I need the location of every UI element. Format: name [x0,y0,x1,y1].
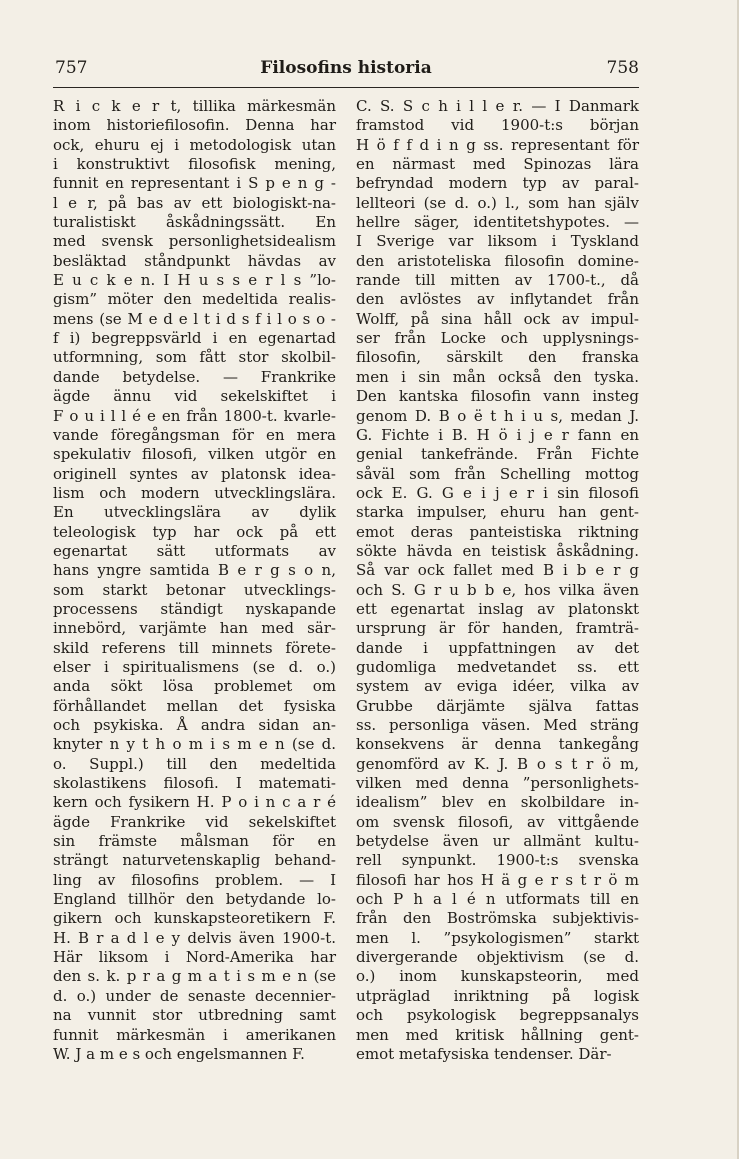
text-line: l e r, på bas av ett biologiskt-na- [53,193,336,212]
text-line: ling av filosofins problem. — I [53,870,336,889]
text-line: men l. ”psykologismen” starkt [356,928,639,947]
header-rule [53,87,639,88]
text-line: om svensk filosofi, av vittgående [356,812,639,831]
text-line: En utvecklingslära av dylik [53,503,336,522]
text-line: idealism” blev en skolbildare in- [356,793,639,812]
text-line: filosofin, särskilt den franska [356,348,639,367]
text-line: ss. personliga väsen. Med sträng [356,716,639,734]
text-line: I Sverige var liksom i Tyskland [356,232,639,251]
text-line: dande betydelse. — Frankrike [53,367,336,386]
text-line: vande föregångsman för en mera [53,425,336,444]
text-line: kern och fysikern H. P o i n c a r é [53,793,336,812]
page-number-right: 758 [606,58,639,78]
right-column [356,97,639,1064]
text-line: ett egenartat inslag av platonskt [356,599,639,618]
text-line: anda sökt lösa problemet om [53,677,336,696]
text-line: egenartat sätt utformats av [53,541,336,560]
text-line: gism” möter den medeltida realis- [53,290,336,309]
text-line: ock, ehuru ej i metodologisk utan [53,135,336,154]
text-line: genom D. B o ë t h i u s, medan J. [356,406,639,425]
text-line: o.) inom kunskapsteorin, med [356,967,639,986]
text-line: C. S. S c h i l l e r. — I Danmark [356,97,639,115]
text-line: E u c k e n. I H u s s e r l s ”lo- [53,271,336,290]
text-line: W. J a m e s och engelsmannen F. [53,1044,305,1063]
text-line: som starkt betonar utvecklings- [53,580,336,599]
text-line: inom historiefilosofin. Denna har [53,116,336,135]
text-line: emot deras panteistiska riktning [356,522,639,541]
text-line: ser från Locke och upplysnings- [356,329,639,348]
text-line: lism och modern utvecklingslära. [53,483,336,502]
text-line: d. o.) under de senaste decennier- [53,986,336,1005]
text-line: och psykologisk begreppsanalys [356,1006,639,1025]
text-line: R i c k e r t, tillika märkesmän [53,97,336,115]
text-line: den s. k. p r a g m a t i s m e n (se [53,967,336,986]
text-line: teleologisk typ har ock på ett [53,522,336,541]
text-line: mens (se M e d e l t i d s f i l o s o - [53,309,336,328]
text-line: och S. G r u b b e, hos vilka även [356,580,639,599]
text-line: starka impulser, ehuru han gent- [356,503,639,522]
text-line: genial tankefrände. Från Fichte [356,445,639,464]
text-line: rande till mitten av 1700-t., då [356,271,639,290]
text-line: såväl som från Schelling mottog [356,464,639,483]
text-line: en närmast med Spinozas lära [356,155,639,174]
text-line: skolastikens filosofi. I matemati- [53,774,336,793]
text-line: H ö f f d i n g ss. representant för [356,135,639,154]
text-line: den avlöstes av inflytandet från [356,290,639,309]
text-line: processens ständigt nyskapande [53,599,336,618]
text-line: elser i spiritualismens (se d. o.) [53,657,336,676]
text-line: divergerande objektivism (se d. [356,948,639,967]
text-line: befryndad modern typ av paral- [356,174,639,193]
running-header [53,58,639,82]
running-title: Filosofins historia [260,58,432,78]
text-line: framstod vid 1900-t:s början [356,116,639,135]
text-line: den aristoteliska filosofin domine- [356,251,639,270]
text-line: emot metafysiska tendenser. Där- [356,1044,612,1063]
text-line: ägde ännu vid sekelskiftet i [53,387,336,406]
text-line: Grubbe därjämte själva fattas [356,696,639,715]
text-line: turalistiskt åskådningssätt. En [53,213,336,232]
text-line: lellteori (se d. o.) l., som han själv [356,193,639,212]
text-line: Den kantska filosofin vann insteg [356,387,639,406]
text-line: och psykiska. Å andra sidan an- [53,716,336,734]
text-line: hans yngre samtida B e r g s o n, [53,561,336,580]
text-line: men i sin mån också den tyska. [356,367,639,386]
text-line: sökte hävda en teistisk åskådning. [356,541,639,560]
text-line: och P h a l é n utformats till en [356,890,639,909]
left-column [53,97,336,1064]
text-line: ägde Frankrike vid sekelskiftet [53,812,336,831]
text-line: Wolff, på sina håll ock av impul- [356,309,639,328]
text-line: H. B r a d l e y delvis även 1900-t. [53,928,336,947]
text-line: Här liksom i Nord-Amerika har [53,948,336,967]
text-line: konsekvens är denna tankegång [356,735,639,754]
page-number-left: 757 [55,58,88,78]
text-line: genomförd av K. J. B o s t r ö m, [356,754,639,773]
text-line: förhållandet mellan det fysiska [53,696,336,715]
text-line: Så var ock fallet med B i b e r g [356,561,639,580]
text-line: skild referens till minnets förete- [53,638,336,657]
text-line: f i) begreppsvärld i en egenartad [53,329,336,348]
text-line: dande i uppfattningen av det [356,638,639,657]
text-line: ock E. G. G e i j e r i sin filosofi [356,483,639,502]
text-line: England tillhör den betydande lo- [53,890,336,909]
text-line: filosofi har hos H ä g e r s t r ö m [356,870,639,889]
text-line: system av eviga idéer, vilka av [356,677,639,696]
text-line: ursprung är för handen, framträ- [356,619,639,638]
text-line: men med kritisk hållning gent- [356,1025,639,1044]
text-line: funnit en representant i S p e n g - [53,174,336,193]
text-line: originell syntes av platonsk idea- [53,464,336,483]
text-line: utformning, som fått stor skolbil- [53,348,336,367]
text-line: utpräglad inriktning på logisk [356,986,639,1005]
text-line: G. Fichte i B. H ö i j e r fann en [356,425,639,444]
text-line: na vunnit stor utbredning samt [53,1006,336,1025]
text-line: funnit märkesmän i amerikanen [53,1025,336,1044]
text-line: med svensk personlighetsidealism [53,232,336,251]
text-line: gudomliga medvetandet ss. ett [356,657,639,676]
text-line: innebörd, varjämte han med sär- [53,619,336,638]
text-line: rell synpunkt. 1900-t:s svenska [356,851,639,870]
text-line: gikern och kunskapsteoretikern F. [53,909,336,928]
text-line: strängt naturvetenskaplig behand- [53,851,336,870]
text-line: F o u i l l é e en från 1800-t. kvarle- [53,406,336,425]
text-line: från den Boströmska subjektivis- [356,909,639,928]
text-line: knyter n y t h o m i s m e n (se d. [53,735,336,754]
text-line: hellre säger, identitetshypotes. — [356,213,639,232]
text-line: i konstruktivt filosofisk mening, [53,155,336,174]
text-line: sin främste målsman för en [53,832,336,851]
text-line: besläktad ståndpunkt hävdas av [53,251,336,270]
text-line: o. Suppl.) till den medeltida [53,754,336,773]
text-line: betydelse även ur allmänt kultu- [356,832,639,851]
text-line: spekulativ filosofi, vilken utgör en [53,445,336,464]
text-line: vilken med denna ”personlighets- [356,774,639,793]
